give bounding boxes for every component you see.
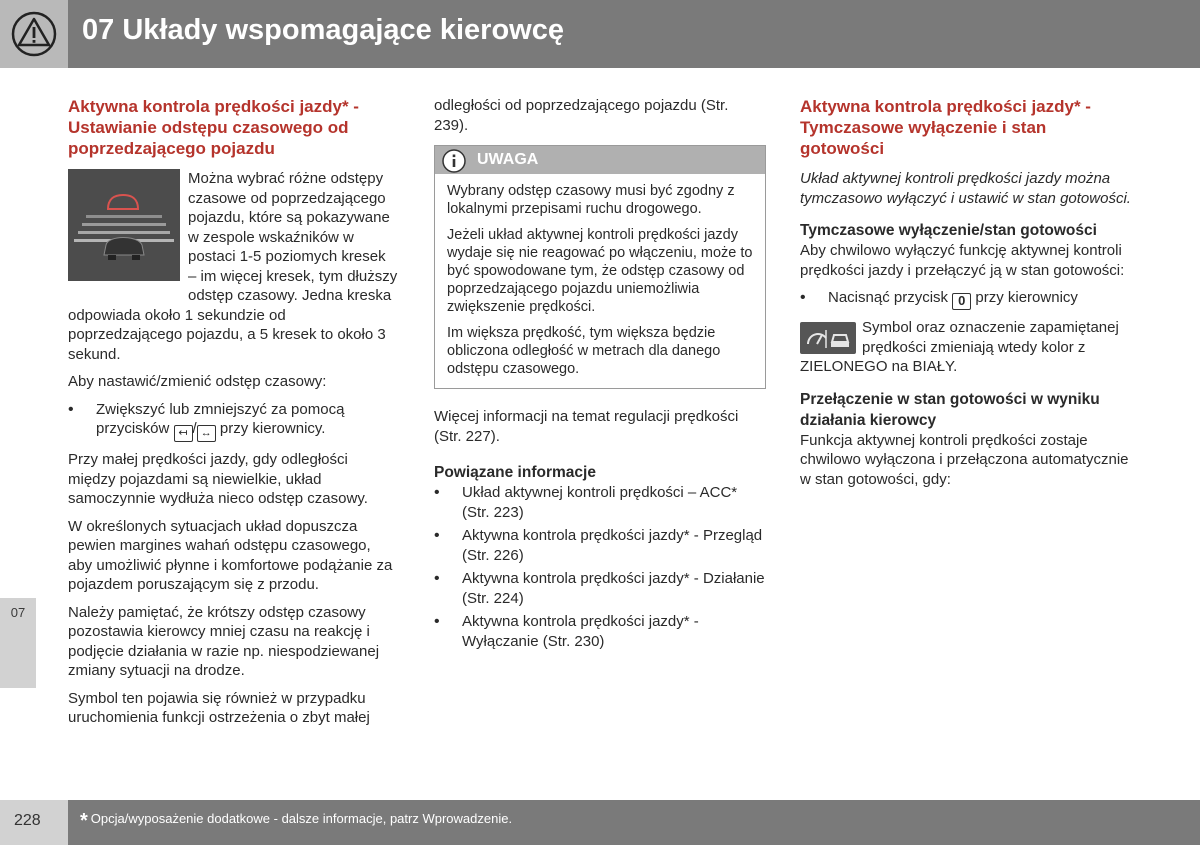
column-middle: [434, 96, 766, 659]
section-title-standby: Aktywna kontrola prędkości jazdy* - Tymczasowe wyłączenie i stan gotowości: [800, 97, 1091, 158]
info-icon: [441, 148, 467, 174]
related-info-list: [434, 483, 766, 651]
column-left: [68, 96, 398, 736]
list-item[interactable]: • Aktywna kontrola prędkości jazdy* - Przegląd (Str. 226): [434, 526, 766, 565]
speedometer-car-icon: [800, 322, 856, 354]
note-paragraph-2: Jeżeli układ aktywnej kontroli prędkości jazdy wydaje się nie reagować po włączeniu, może to być spowodowane tym, że odstęp czasowy od poprzedzającego pojazdu uniemożliwia zwiększenie prędkości.: [447, 227, 753, 315]
shorter-gap-paragraph: Należy pamiętać, że krótszy odstęp czasowy pozostawia kierowcy mniej czasu na reakcję i podjęcie działania w razie np. niespodziewanej zmiany sytuacji na drodze.: [68, 603, 380, 679]
standby-button-icon: 0: [952, 293, 971, 310]
subsection-title-temporary-off: Tymczasowe wyłączenie/stan gotowości: [800, 222, 1097, 239]
note-paragraph-1: Wybrany odstęp czasowy musi być zgodny z lokalnymi przepisami ruchu drogowego.: [447, 183, 735, 217]
symbol-description: Symbol oraz oznaczenie zapamiętanej prędkości zmieniają wtedy kolor z ZIELONEGO na BIAŁY.: [800, 319, 1119, 375]
footnote-star: *: [80, 810, 88, 832]
note-title: UWAGA: [477, 151, 539, 168]
section-title-time-gap: Aktywna kontrola prędkości jazdy* - Ustawianie odstępu czasowego od poprzedzającego pojazdu: [68, 97, 359, 158]
margin-paragraph: W określonych sytuacjach układ dopuszcza pewien margines wahań odstępu czasowego, aby umożliwić płynne i komfortowe podążanie za pojazdem poruszającym się z przodu.: [68, 517, 393, 593]
note-box: [434, 145, 766, 389]
note-paragraph-3: Im większa prędkość, tym większa będzie obliczona odległość w metrach dla danego odstępu czasowego.: [447, 325, 721, 377]
warning-triangle-icon: [10, 10, 58, 58]
low-speed-paragraph: Przy małej prędkości jazdy, gdy odległości między pojazdami są niewielkie, układ samoczynnie wydłuża nieco odstęp czasowy.: [68, 451, 368, 507]
set-gap-paragraph: Aby nastawić/zmienić odstęp czasowy:: [68, 373, 327, 390]
list-item[interactable]: • Aktywna kontrola prędkości jazdy* - Wyłączanie (Str. 230): [434, 612, 766, 651]
list-item[interactable]: • Układ aktywnej kontroli prędkości – ACC* (Str. 223): [434, 483, 766, 522]
warning-icon-box: [0, 0, 68, 68]
related-info-title: Powiązane informacje: [434, 464, 596, 481]
standby-intro: Układ aktywnej kontroli prędkości jazdy można tymczasowo wyłączyć i ustawić w stan gotowości.: [800, 170, 1131, 207]
chapter-title: 07 Układy wspomagające kierowcę: [82, 14, 564, 46]
note-header: [435, 146, 765, 174]
set-gap-list: [68, 400, 398, 443]
footnote: [80, 810, 512, 833]
page-number: 228: [14, 812, 41, 829]
gap-increase-button-icon: ↔: [197, 425, 216, 442]
symbol-warning-paragraph: Symbol ten pojawia się również w przypadku uruchomienia funkcji ostrzeżenia o zbyt małej: [68, 689, 370, 726]
distance-indicator-image: [68, 169, 180, 281]
footnote-text: Opcja/wyposażenie dodatkowe - dalsze informacje, patrz Wprowadzenie.: [90, 811, 513, 826]
driver-standby-paragraph: Funkcja aktywnej kontroli prędkości zostaje chwilowo wyłączona i przełączona automatycznie w stan gotowości, gdy:: [800, 431, 1129, 488]
intro-paragraph: Można wybrać różne odstępy czasowe od poprzedzającego pojazdu, które są pokazywane w zespole wskaźników w postaci 1-5 poziomych kresek – im więcej kresek, tym dłuższy odstęp czasowy. Jedna kreska odpowiada około 1 sekundzie od poprzedzającego pojazdu, a 5 kresek to około 3 sekund.: [68, 170, 398, 363]
list-item: • Nacisnąć przycisk 0 przy kierownicy: [800, 288, 1132, 310]
standby-list: [800, 288, 1132, 310]
car-distance-bars-icon: [68, 169, 180, 281]
more-info-paragraph: Więcej informacji na temat regulacji prędkości (Str. 227).: [434, 408, 739, 445]
note-body: [435, 174, 765, 388]
list-item[interactable]: • Aktywna kontrola prędkości jazdy* - Działanie (Str. 224): [434, 569, 766, 608]
temporary-off-paragraph: Aby chwilowo wyłączyć funkcję aktywnej kontroli prędkości jazdy i przełączyć ją w stan gotowości:: [800, 242, 1125, 279]
subsection-title-driver-standby: Przełączenie w stan gotowości w wyniku działania kierowcy: [800, 390, 1100, 429]
chapter-side-tab-label: 07: [10, 605, 26, 620]
gap-decrease-button-icon: ↤: [174, 425, 193, 442]
continued-paragraph: odległości od poprzedzającego pojazdu (Str. 239).: [434, 97, 729, 134]
symbol-row: [800, 318, 1132, 377]
cruise-control-symbol-image: [800, 322, 856, 354]
list-item: • Zwiększyć lub zmniejszyć za pomocą przycisków ↤ / ↔ przy kierownicy.: [68, 400, 398, 443]
column-right: [800, 96, 1132, 497]
